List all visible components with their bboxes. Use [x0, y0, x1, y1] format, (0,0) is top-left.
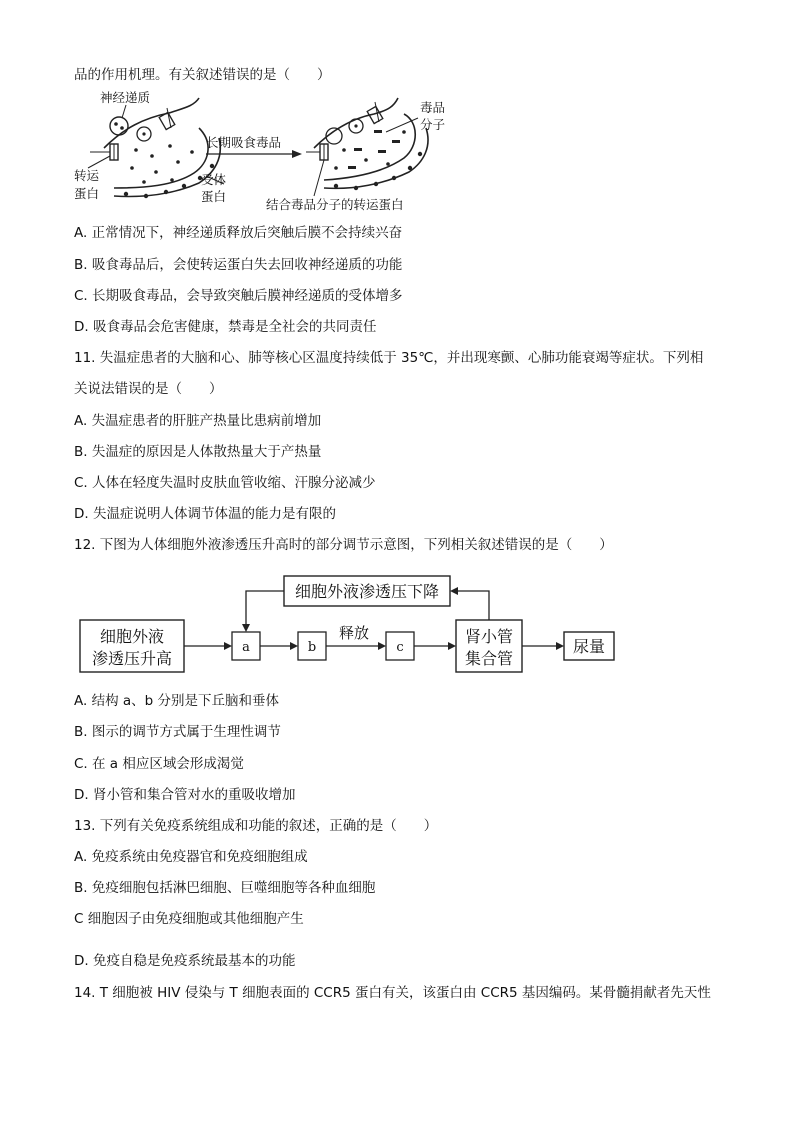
- regulation-flowchart: [78, 570, 618, 678]
- vesicle-icon: [110, 117, 128, 135]
- q12-option-b[interactable]: B. 图示的调节方式属于生理性调节: [74, 724, 281, 740]
- drug-molecule-icon: [348, 130, 400, 169]
- q12-option-a[interactable]: A. 结构 a、b 分别是下丘脑和垂体: [74, 693, 280, 709]
- q10-option-c[interactable]: C. 长期吸食毒品，会导致突触后膜神经递质的受体增多: [74, 288, 403, 304]
- svg-text:细胞外液渗透压下降: 细胞外液渗透压下降: [294, 582, 440, 601]
- svg-text:肾小管: 肾小管: [464, 627, 514, 646]
- q12-option-d[interactable]: D. 肾小管和集合管对水的重吸收增加: [74, 787, 296, 803]
- q10-option-d[interactable]: D. 吸食毒品会危害健康，禁毒是全社会的共同责任: [74, 319, 377, 335]
- svg-text:c: c: [396, 640, 404, 655]
- q10-option-b[interactable]: B. 吸食毒品后，会使转运蛋白失去回收神经递质的功能: [74, 257, 403, 273]
- q12-option-c[interactable]: C. 在 a 相应区域会形成渴觉: [74, 756, 244, 772]
- q13-stem: 13. 下列有关免疫系统组成和功能的叙述，正确的是（ ）: [74, 818, 438, 834]
- svg-text:细胞外液: 细胞外液: [99, 627, 165, 646]
- q11-option-a[interactable]: A. 失温症患者的肝脏产热量比患病前增加: [74, 413, 322, 429]
- q10-stem-tail: 品的作用机理。有关叙述错误的是（ ）: [74, 67, 331, 83]
- svg-text:渗透压升高: 渗透压升高: [91, 649, 173, 668]
- label-long-term-drug: 长期吸食毒品: [206, 135, 282, 150]
- svg-text:a: a: [242, 640, 250, 655]
- label-receptor-1: 受体: [201, 172, 227, 187]
- q13-option-b[interactable]: B. 免疫细胞包括淋巴细胞、巨噬细胞等各种血细胞: [74, 880, 376, 896]
- q13-option-c[interactable]: C 细胞因子由免疫细胞或其他细胞产生: [74, 911, 304, 927]
- q13-option-d[interactable]: D. 免疫自稳是免疫系统最基本的功能: [74, 953, 296, 969]
- q11-stem-line2: 关说法错误的是（ ）: [74, 381, 223, 397]
- left-presynaptic-membrane: [104, 98, 208, 188]
- svg-text:集合管: 集合管: [464, 649, 514, 668]
- label-bound-transporter: 结合毒品分子的转运蛋白: [266, 197, 404, 212]
- label-receptor-2: 蛋白: [201, 189, 227, 204]
- q11-stem-line1: 11. 失温症患者的大脑和心、肺等核心区温度持续低于 35℃，并出现寒颤、心肺功能衰竭等症状。下列相: [74, 350, 704, 366]
- label-neurotransmitter: 神经递质: [100, 90, 151, 105]
- q14-stem: 14. T 细胞被 HIV 侵染与 T 细胞表面的 CCR5 蛋白有关，该蛋白由 CCR5 基因编码。某骨髓捐献者先天性: [74, 985, 711, 1001]
- synapse-figure: [74, 88, 454, 214]
- svg-text:b: b: [307, 640, 317, 655]
- label-drug-2: 分子: [420, 117, 446, 132]
- right-presynaptic-membrane: [314, 98, 415, 180]
- q10-option-a[interactable]: A. 正常情况下，神经递质释放后突触后膜不会持续兴奋: [74, 225, 403, 241]
- label-release: 释放: [338, 624, 370, 642]
- svg-text:尿量: 尿量: [572, 637, 606, 656]
- q12-stem: 12. 下图为人体细胞外液渗透压升高时的部分调节示意图，下列相关叙述错误的是（ ）: [74, 537, 613, 553]
- q13-option-a[interactable]: A. 免疫系统由免疫器官和免疫细胞组成: [74, 849, 308, 865]
- label-transporter-2: 蛋白: [74, 186, 100, 201]
- q11-option-b[interactable]: B. 失温症的原因是人体散热量大于产热量: [74, 444, 322, 460]
- label-transporter-1: 转运: [74, 168, 100, 183]
- label-drug-1: 毒品: [420, 100, 446, 115]
- q11-option-d[interactable]: D. 失温症说明人体调节体温的能力是有限的: [74, 506, 336, 522]
- q11-option-c[interactable]: C. 人体在轻度失温时皮肤血管收缩、汗腺分泌减少: [74, 475, 376, 491]
